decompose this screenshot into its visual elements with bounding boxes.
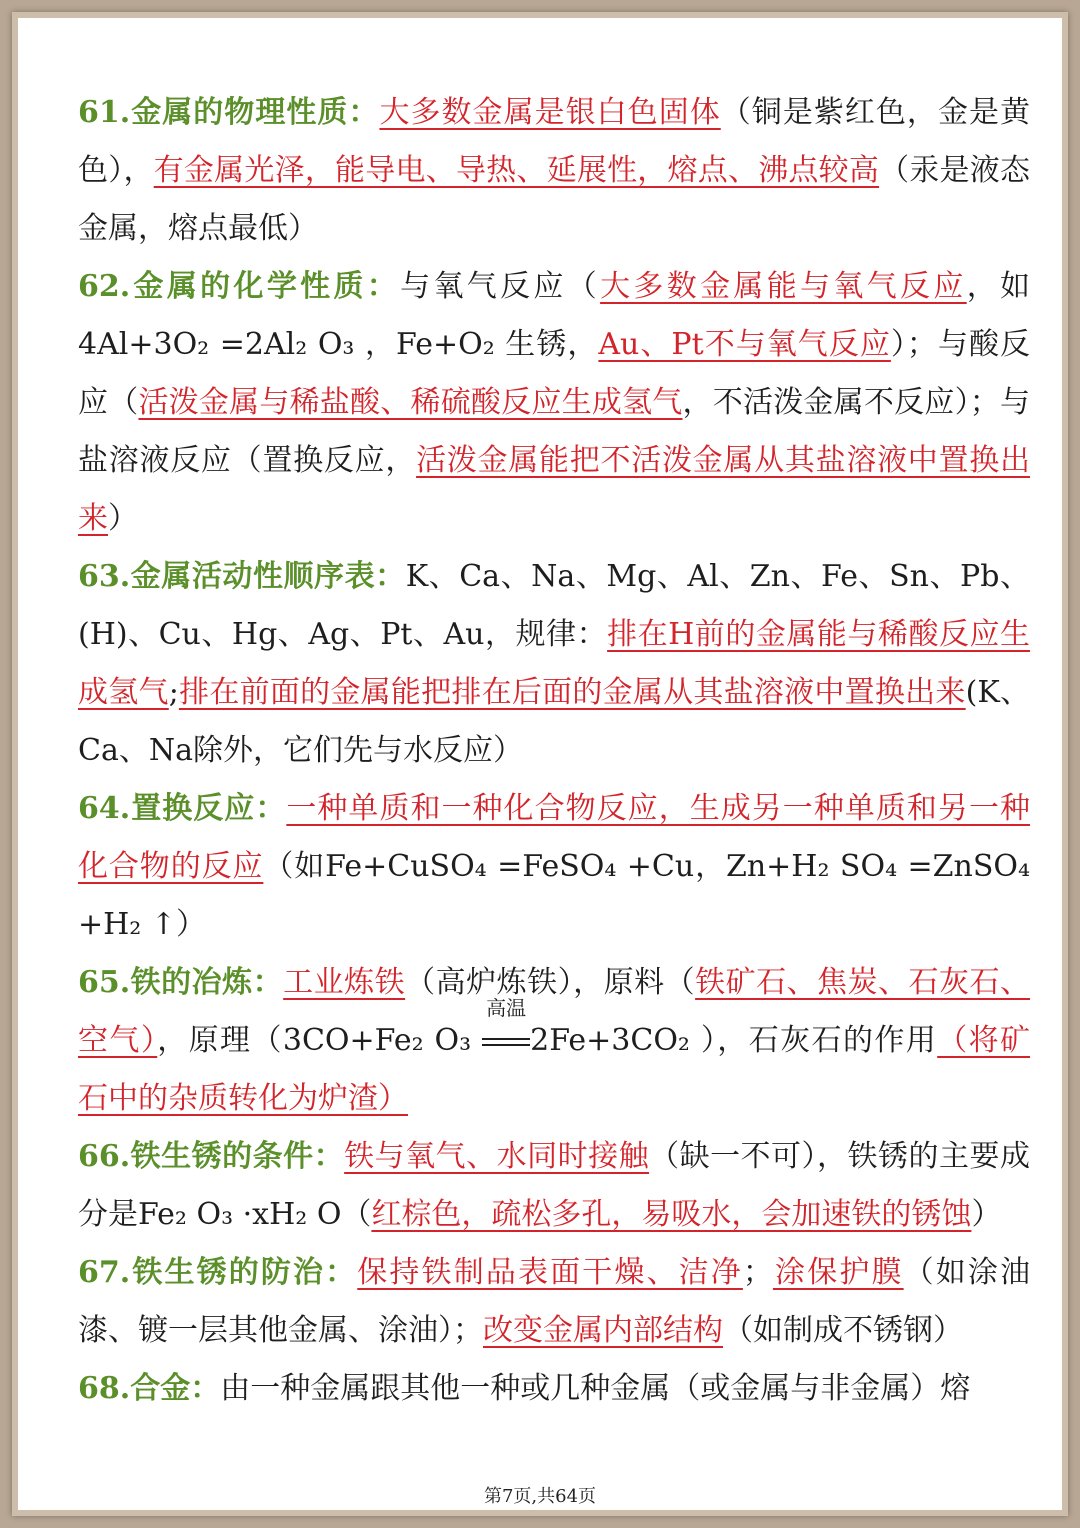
item-text: 与氧气反应（ bbox=[400, 269, 601, 304]
item-text: ; bbox=[168, 675, 179, 710]
knowledge-item bbox=[78, 258, 1030, 548]
key-point: 工业炼铁 bbox=[283, 965, 406, 1000]
equals-line bbox=[482, 1038, 530, 1040]
key-point: 大多数金属是银白色固体 bbox=[379, 95, 721, 130]
key-point: 大多数金属能与氧气反应 bbox=[600, 269, 967, 304]
item-heading: 65.铁的冶炼： bbox=[78, 965, 284, 1000]
item-text: 由一种金属跟其他一种或几种金属（或金属与非金属）熔 bbox=[220, 1371, 971, 1406]
item-text: （如涂油漆、镀一层其他金属、涂油）； bbox=[78, 1255, 1031, 1348]
key-point: 红棕色，疏松多孔，易吸水，会加速铁的锈蚀 bbox=[371, 1197, 972, 1232]
item-text: （高炉炼铁），原料（ bbox=[405, 965, 696, 1000]
item-heading: 61.金属的物理性质： bbox=[78, 95, 380, 130]
item-text: ，原理（3CO+Fe₂ O₃ bbox=[157, 1023, 483, 1058]
key-point: 排在前面的金属能把排在后面的金属从其盐溶液中置换出来 bbox=[178, 675, 966, 710]
key-point: （将矿石中的杂质转化为炉渣） bbox=[78, 1023, 1031, 1116]
knowledge-item bbox=[78, 84, 1030, 258]
item-heading: 64.置换反应： bbox=[78, 791, 287, 826]
equals-line bbox=[482, 1044, 530, 1046]
page-footer: 第7页,共64页 bbox=[483, 1486, 597, 1507]
item-text: （如制成不锈钢） bbox=[723, 1313, 963, 1348]
item-text: （缺一不可），铁锈的主要成分是Fe₂ O₃ ·xH₂ O（ bbox=[78, 1139, 1030, 1232]
item-text: （如Fe+CuSO₄ =FeSO₄ +Cu，Zn+H₂ SO₄ =ZnSO₄ +H₂ ↑） bbox=[78, 849, 1031, 942]
item-text: ，如4Al+3O₂ =2Al₂ O₃ ，Fe+O₂ 生锈， bbox=[78, 269, 1031, 362]
item-text: ） bbox=[971, 1197, 1002, 1232]
key-point: 排在H前的金属能与稀酸反应生成氢气 bbox=[78, 617, 1030, 710]
item-text: （汞是液态金属，熔点最低） bbox=[78, 153, 1031, 246]
item-heading: 63.金属活动性顺序表： bbox=[78, 559, 406, 594]
key-point: 涂保护膜 bbox=[772, 1255, 904, 1290]
knowledge-item bbox=[78, 1128, 1030, 1244]
knowledge-item bbox=[78, 780, 1030, 954]
key-point: 活泼金属能把不活泼金属从其盐溶液中置换出来 bbox=[78, 443, 1031, 536]
key-point: 活泼金属与稀盐酸、稀硫酸反应生成氢气 bbox=[138, 385, 683, 420]
reaction-condition bbox=[482, 996, 530, 1057]
condition-label: 高温 bbox=[486, 996, 527, 1020]
item-text: ） bbox=[108, 501, 138, 536]
key-point: Au、Pt不与氧气反应 bbox=[598, 327, 891, 362]
knowledge-item bbox=[78, 954, 1030, 1128]
knowledge-item bbox=[78, 1244, 1030, 1360]
knowledge-item bbox=[78, 1360, 1030, 1418]
document-body bbox=[78, 84, 1030, 1418]
item-text: ； bbox=[742, 1255, 773, 1290]
item-text: 2Fe+3CO₂ ），石灰石的作用 bbox=[530, 1023, 938, 1058]
item-heading: 68.合金： bbox=[78, 1371, 221, 1406]
item-heading: 67.铁生锈的防治： bbox=[78, 1255, 358, 1290]
item-text: (K、Ca、Na除外，它们先与水反应） bbox=[78, 675, 1031, 768]
item-text: （铜是紫红色，金是黄色）， bbox=[78, 95, 1031, 188]
key-point: 铁矿石、焦炭、石灰石、空气） bbox=[78, 965, 1031, 1058]
key-point: 铁与氧气、水同时接触 bbox=[344, 1139, 650, 1174]
item-text: ，不活泼金属不反应）；与盐溶液反应（置换反应， bbox=[78, 385, 1031, 478]
key-point: 有金属光泽，能导电、导热、延展性，熔点、沸点较高 bbox=[153, 153, 880, 188]
item-heading: 62.金属的化学性质： bbox=[78, 269, 401, 304]
item-text: K、Ca、Na、Mg、Al、Zn、Fe、Sn、Pb、(H)、Cu、Hg、Ag、Pt、Au，规律： bbox=[78, 559, 1030, 652]
page-frame bbox=[12, 12, 1068, 1516]
knowledge-item bbox=[78, 548, 1030, 780]
key-point: 一种单质和一种化合物反应，生成另一种单质和另一种化合物的反应 bbox=[78, 791, 1030, 884]
item-heading: 66.铁生锈的条件： bbox=[78, 1139, 345, 1174]
key-point: 改变金属内部结构 bbox=[483, 1313, 723, 1348]
key-point: 保持铁制品表面干燥、洁净 bbox=[357, 1255, 743, 1290]
item-text: ）；与酸反应（ bbox=[78, 327, 1031, 420]
